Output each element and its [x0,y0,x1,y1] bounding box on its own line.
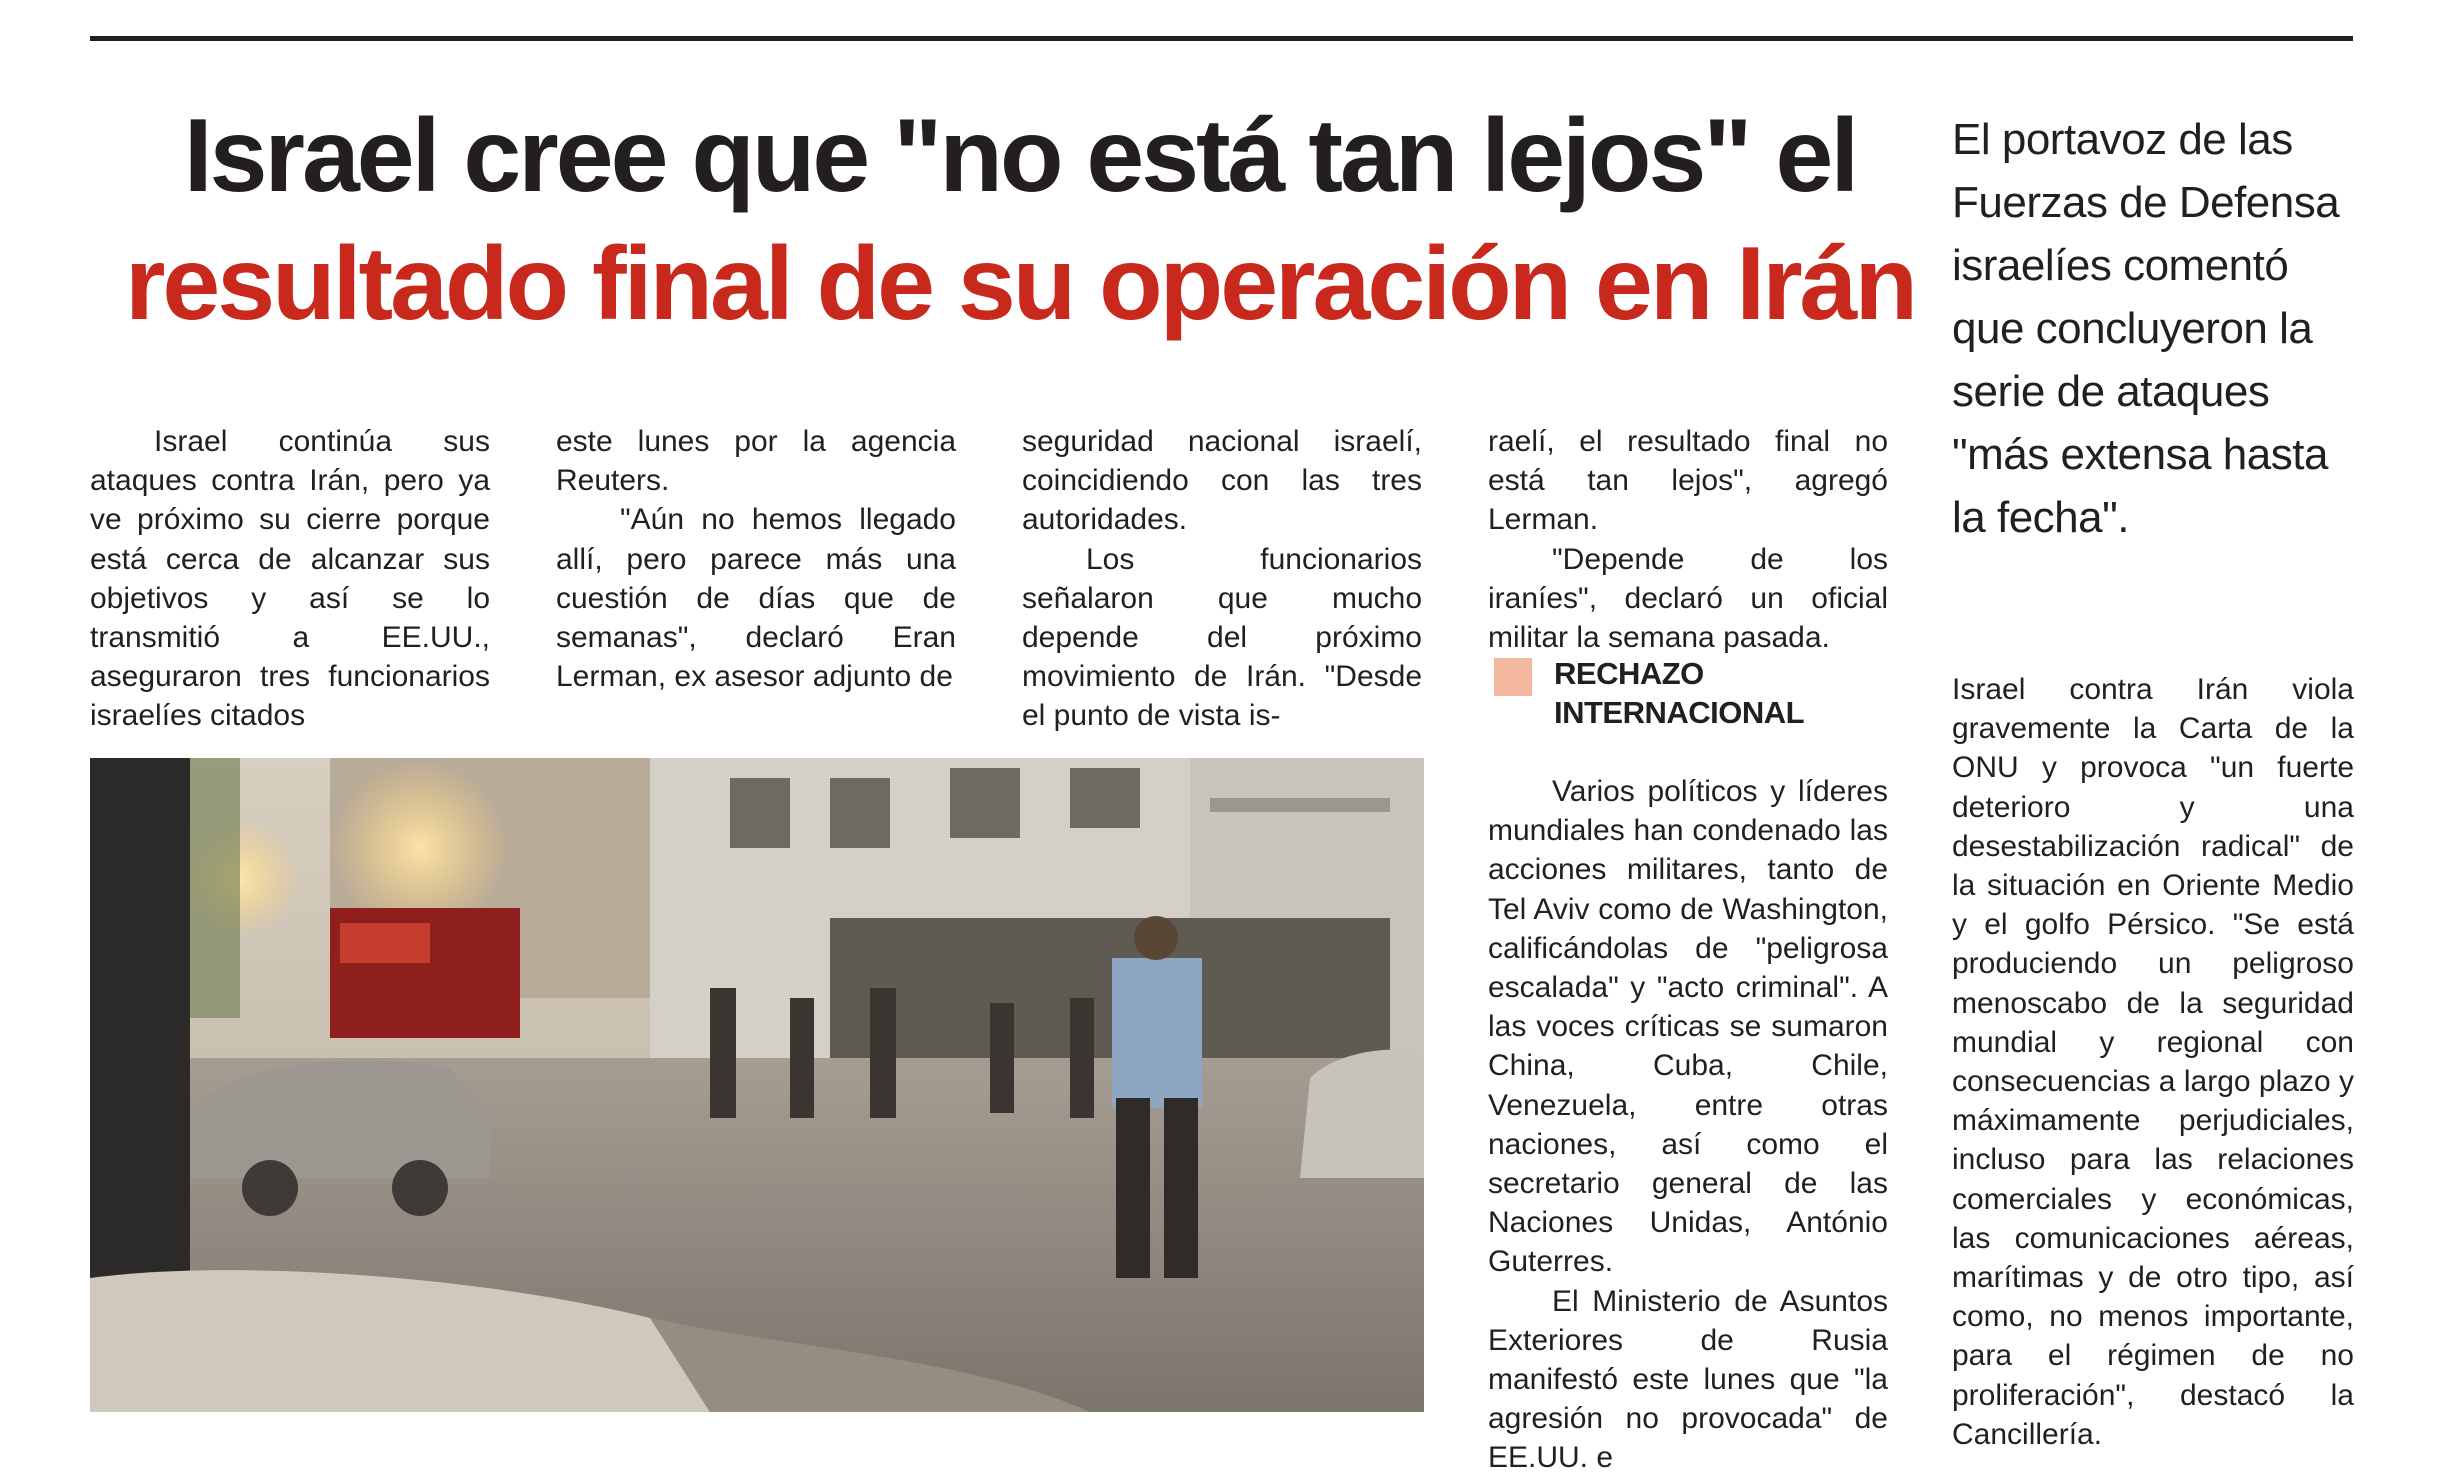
subhead-text: RECHAZO INTERNACIONAL [1554,656,1805,730]
paragraph: "Depende de los iraníes", declaró un oficial militar la semana pasada. [1488,542,1888,655]
body-column-5 [1488,772,1888,1478]
paragraph-continued: raelí, el resultado final no está tan lejos", agregó Lerman. [1488,425,1888,537]
paragraph: El Ministerio de Asuntos Exteriores de Rusia manifestó este lunes que "la agresión no provocada" de EE.UU. e [1488,1284,1888,1475]
body-column-6 [1952,670,2354,1454]
subhead-marker [1494,658,1532,696]
photo-illustration [90,758,1424,1412]
body-column-4 [1488,422,1888,657]
paragraph: Los funcionarios señalaron que mucho depende del próximo movimiento de Irán. "Desde el punto de vista is- [1022,542,1422,733]
paragraph: Israel continúa sus ataques contra Irán, pero ya ve próximo su cierre porque está cerca de alcanzar sus objetivos y así se lo transmitió a EE.UU., aseguraron tres funcionarios israelíes citados [90,425,490,733]
headline-line-2: resultado final de su operación en Irán [124,226,1916,342]
paragraph: Varios políticos y líderes mundiales han condenado las acciones militares, tanto de Tel Aviv como de Washington, calificándolas de "peligrosa escalada" y "acto criminal". A las voces críticas se sumaron China, Cuba, Chile, Venezuela, entre otras naciones, así como el secretario general de las Naciones Unidas, António Guterres. [1488,775,1888,1279]
headline-line-1: Israel cree que "no está tan lejos" el [183,98,1857,214]
body-column-2 [556,422,956,696]
headline [90,92,1950,348]
news-photo [90,758,1424,1412]
paragraph: "Aún no hemos llegado allí, pero parece más una cuestión de días que de semanas", declaró Eran Lerman, ex asesor adjunto de [556,503,956,694]
pull-quote: El portavoz de las Fuerzas de Defensa israelíes comentó que concluyeron la serie de ataques "más extensa hasta la fecha". [1952,115,2340,542]
paragraph-continued: seguridad nacional israelí, coincidiendo con las tres autoridades. [1022,425,1422,537]
paragraph-continued: Israel contra Irán viola gravemente la Carta de la ONU y provoca "un fuerte deterioro y una desestabilización radical" de la situación en Oriente Medio y el golfo Pérsico. "Se está produciendo un peligroso menoscabo de la seguridad mundial y regional con consecuencias a largo plazo y máximamente perjudiciales, incluso para las relaciones comerciales y económicas, las comunicaciones aéreas, marítimas y de otro tipo, así como, no menos importante, para el régimen de no proliferación", destacó la Cancillería. [1952,673,2354,1451]
top-rule [90,36,2353,41]
body-column-1 [90,422,490,736]
paragraph-continued: este lunes por la agencia Reuters. [556,425,956,498]
body-column-3 [1022,422,1422,736]
